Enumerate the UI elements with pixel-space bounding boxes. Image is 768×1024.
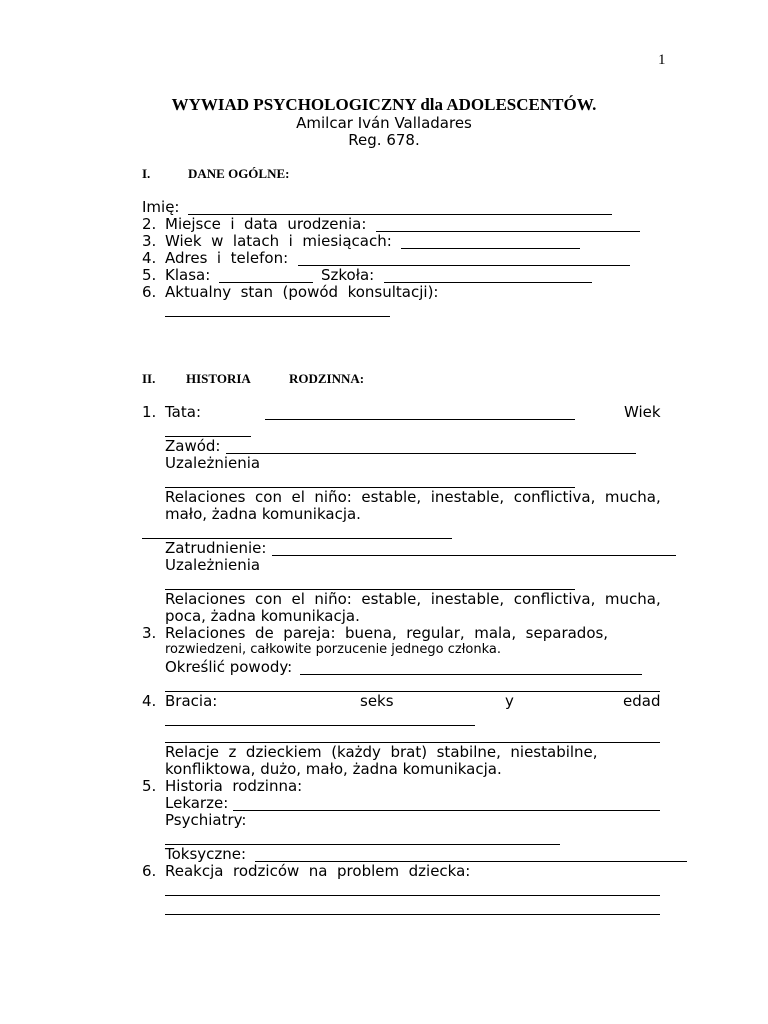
historia-label: Historia rodzinna: (165, 777, 303, 795)
section-2-heading-1: HISTORIA (186, 371, 251, 386)
uzaleznienia-2-label: Uzależnienia (165, 556, 261, 574)
bracia-label: Bracia: (165, 692, 218, 710)
zatrudnienie-field-line (272, 555, 676, 556)
pareja-num: 3. (142, 624, 157, 642)
item-5-num: 5. (142, 266, 157, 284)
section-2-heading-2: RODZINNA: (289, 371, 365, 386)
registration-line: Reg. 678. (348, 131, 420, 149)
bracia-num: 4. (142, 692, 157, 710)
section-2-numeral: II. (142, 371, 156, 386)
section-1-heading: DANE OGÓLNE: (188, 166, 290, 181)
bracia-seks-label: seks (360, 692, 394, 710)
relacje-line-2: konfliktowa, dużo, mało, żadna komunikacja. (165, 760, 502, 778)
relacje-line-1: Relacje z dzieckiem (każdy brat) stabilne, niestabilne, (165, 743, 598, 761)
tata-num: 1. (142, 403, 157, 421)
author-line: Amilcar Iván Valladares (296, 114, 472, 132)
section-1-numeral: I. (142, 166, 151, 181)
reakcja-field-line-1 (165, 895, 660, 896)
page-number: 1 (658, 52, 666, 68)
item-4-label: Adres i telefon: (165, 249, 289, 267)
lekarze-field-line (233, 810, 660, 811)
school-label: Szkoła: (321, 266, 375, 284)
zawod-field-line (226, 453, 636, 454)
tata-wiek-label: Wiek (624, 403, 661, 421)
item-2-num: 2. (142, 215, 157, 233)
pareja-line-1: Relaciones de pareja: buena, regular, mala, separados, (165, 624, 609, 642)
uzaleznienia-label: Uzależnienia (165, 454, 261, 472)
item-3-num: 3. (142, 232, 157, 250)
tata-field-line (265, 419, 575, 420)
bracia-y-label: y (505, 692, 514, 710)
relations-father-line-2: mało, żadna komunikacja. (165, 505, 361, 523)
imie-label: Imię: (142, 198, 180, 216)
reakcja-field-line-2 (165, 914, 660, 915)
reason-field-line (165, 316, 390, 317)
birth-field-line (376, 231, 640, 232)
item-6-label: Aktualny stan (powód konsultacji): (165, 283, 439, 301)
reakcja-num: 6. (142, 862, 157, 880)
psychiatry-label: Psychiatry: (165, 811, 247, 829)
item-6-num: 6. (142, 283, 157, 301)
zatrudnienie-label: Zatrudnienie: (165, 539, 267, 557)
tata-label: Tata: (165, 403, 201, 421)
reakcja-label: Reakcja rodziców na problem dziecka: (165, 862, 471, 880)
relations-mother-line-2: poca, żadna komunikacja. (165, 607, 360, 625)
historia-num: 5. (142, 777, 157, 795)
item-5-label: Klasa: (165, 266, 211, 284)
powody-field-line-2 (165, 691, 660, 692)
pareja-powody-label: Określić powody: (165, 658, 293, 676)
bracia-edad-label: edad (623, 692, 661, 710)
document-title: WYWIAD PSYCHOLOGICZNY dla ADOLESCENTÓW. (171, 95, 597, 114)
pareja-line-2: rozwiedzeni, całkowite porzucenie jednego członka. (165, 642, 502, 657)
lekarze-label: Lekarze: (165, 794, 229, 812)
powody-field-line (300, 674, 642, 675)
zawod-label: Zawód: (165, 437, 221, 455)
item-4-num: 4. (142, 249, 157, 267)
toksyczne-label: Toksyczne: (165, 845, 247, 863)
item-2-label: Miejsce i data urodzenia: (165, 215, 367, 233)
age-field-line (401, 248, 580, 249)
bracia-field-line (165, 725, 475, 726)
relations-mother-line-1: Relaciones con el niño: estable, inestable, conflictiva, mucha, (165, 590, 661, 608)
relations-father-line-1: Relaciones con el niño: estable, inestable, conflictiva, mucha, (165, 488, 661, 506)
item-3-label: Wiek w latach i miesiącach: (165, 232, 392, 250)
